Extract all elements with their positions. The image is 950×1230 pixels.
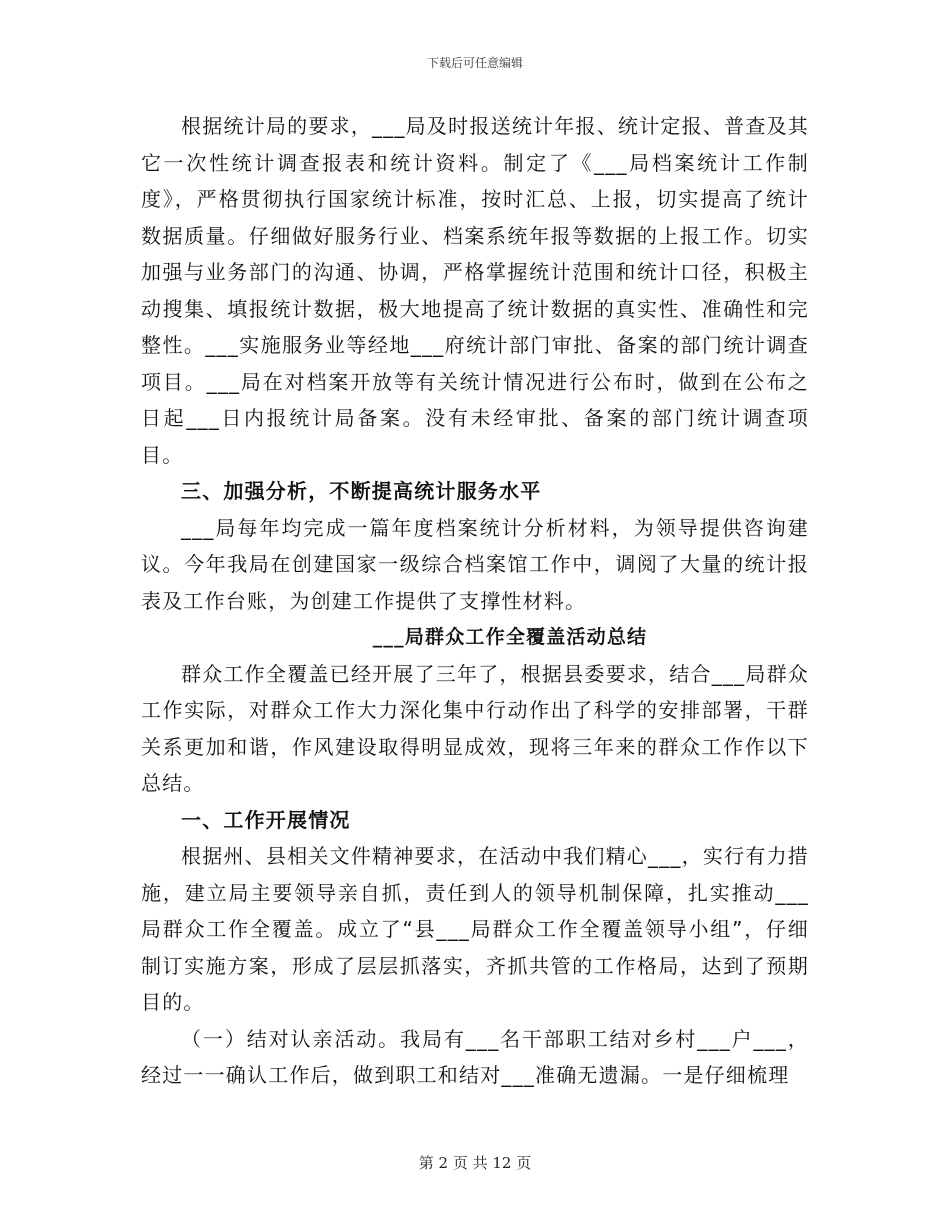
- paragraph-summary-intro: 群众工作全覆盖已经开展了三年了，根据县委要求，结合___局群众工作实际，对群众工作大力深化集中行动作出了科学的安排部署，干群关系更加和谐，作风建设取得明显成效，现将三年来的群众工作作以下总结。: [141, 661, 809, 795]
- section-title: ___局群众工作全覆盖活动总结: [372, 626, 648, 648]
- page-header: 下载后可任意编辑: [426, 56, 523, 70]
- paragraph-work-situation: 根据州、县相关文件精神要求，在活动中我们精心___，实行有力措施，建立局主要领导亲自抓，责任到人的领导机制保障，扎实推动___局群众工作全覆盖。成立了“县___局群众工作全覆盖领导小组”，仔细制订实施方案，形成了层层抓落实，齐抓共管的工作格局，达到了预期目的。: [141, 844, 809, 1014]
- page-number: 第 2 页 共 12 页: [418, 1154, 532, 1172]
- paragraph-analysis: ___局每年均完成一篇年度档案统计分析材料，为领导提供咨询建议。今年我局在创建国家一级综合档案馆工作中，调阅了大量的统计报表及工作台账，为创建工作提供了支撑性材料。: [141, 515, 809, 613]
- heading-section-one: 一、工作开展情况: [181, 807, 351, 832]
- document-body: [141, 108, 809, 1094]
- paragraph-statistics-reporting: 根据统计局的要求，___局及时报送统计年报、统计定报、普查及其它一次性统计调查报表和统计资料。制定了《___局档案统计工作制度》，严格贯彻执行国家统计标准，按时汇总、上报，切实提高了统计数据质量。仔细做好服务行业、档案系统年报等数据的上报工作。切实加强与业务部门的沟通、协调，严格掌握统计范围和统计口径，积极主动搜集、填报统计数据，极大地提高了统计数据的真实性、准确性和完整性。___实施服务业等经地___府统计部门审批、备案的部门统计调查项目。___局在对档案开放等有关统计情况进行公布时，做到在公布之日起___日内报统计局备案。没有未经审批、备案的部门统计调查项目。: [141, 114, 809, 467]
- heading-section-three: 三、加强分析，不断提高统计服务水平: [181, 479, 542, 503]
- paragraph-pairing-activity: （一）结对认亲活动。我局有___名干部职工结对乡村___户___，经过一一确认工作后，做到职工和结对___准确无遗漏。一是仔细梳理: [141, 1026, 809, 1087]
